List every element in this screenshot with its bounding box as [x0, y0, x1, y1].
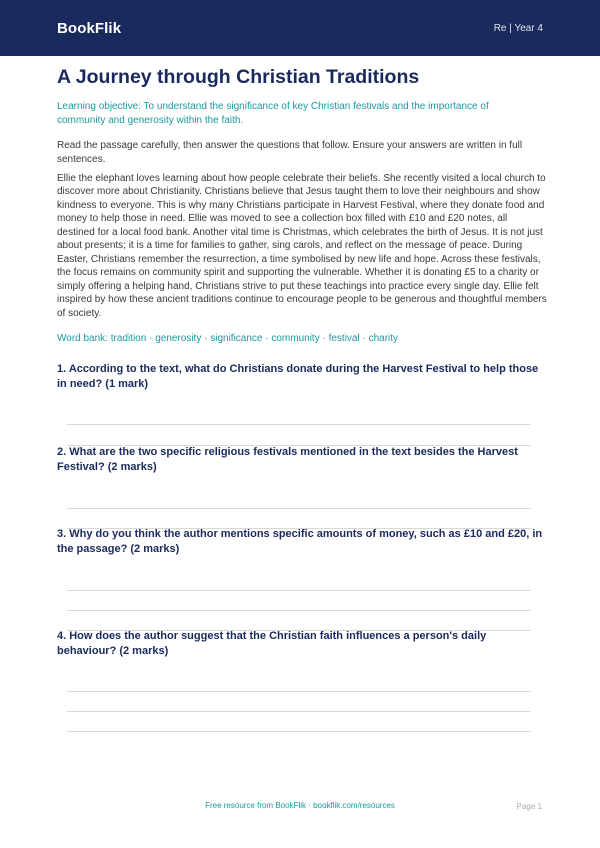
answer-line[interactable]	[67, 731, 531, 732]
answer-line[interactable]	[67, 508, 531, 509]
answer-line[interactable]	[67, 610, 531, 611]
word-bank: Word bank: tradition · generosity · significance · community · festival · charity	[57, 333, 399, 344]
question-2: 2. What are the two specific religious festivals mentioned in the text besides the Harvest Festival? (2 marks)	[57, 446, 518, 473]
footer-credit[interactable]: Free resource from BookFlik · bookflik.com/resources	[205, 801, 395, 810]
answer-line[interactable]	[67, 711, 531, 712]
learning-objective: Learning objective: To understand the significance of key Christian festivals and the importance of community and generosity within the faith.	[57, 101, 489, 126]
brand-logo[interactable]: BookFlik	[57, 19, 122, 37]
page-title: A Journey through Christian Traditions	[57, 66, 420, 88]
question-3: 3. Why do you think the author mentions specific amounts of money, such as £10 and £20, in the passage? (2 marks)	[57, 528, 543, 555]
answer-line[interactable]	[67, 590, 531, 591]
answer-line[interactable]	[67, 424, 531, 425]
reading-passage: Ellie the elephant loves learning about how people celebrate their beliefs. She recently visited a local church to discover more about Christianity. Christians believe that Jesus taught them to love their neighbours and show kindness to everyone. This is why many Christians participate in Harvest Festival, where they donate food and money to help those in need. Ellie was moved to see a collection box filled with £10 and £20 notes, all destined for a local food bank. Another vital time is Christmas, which celebrates the birth of Jesus. It is not just about presents; it is a time for families to gather, sing carols, and reflect on the message of peace. During Easter, Christians remember the resurrection, a time symbolised by new life and hope. Across these festivals, the focus remains on community spirit and supporting the vulnerable. Whether it is donating £5 to a charity or simply offering a helping hand, Christians strive to put these teachings into practice every single day. Ellie felt inspired by how these ancient traditions continue to encourage people to be generous and thoughtful members of society.	[57, 173, 547, 319]
subject-year-label: Re | Year 4	[493, 22, 543, 34]
page-header	[0, 0, 600, 56]
page-number: Page 1	[516, 802, 542, 811]
instructions: Read the passage carefully, then answer the questions that follow. Ensure your answers are written in full sentences.	[57, 140, 523, 165]
question-1: 1. According to the text, what do Christians donate during the Harvest Festival to help those in need? (1 mark)	[57, 363, 539, 390]
question-4: 4. How does the author suggest that the Christian faith influences a person's daily behaviour? (2 marks)	[57, 630, 487, 657]
answer-line[interactable]	[67, 691, 531, 692]
